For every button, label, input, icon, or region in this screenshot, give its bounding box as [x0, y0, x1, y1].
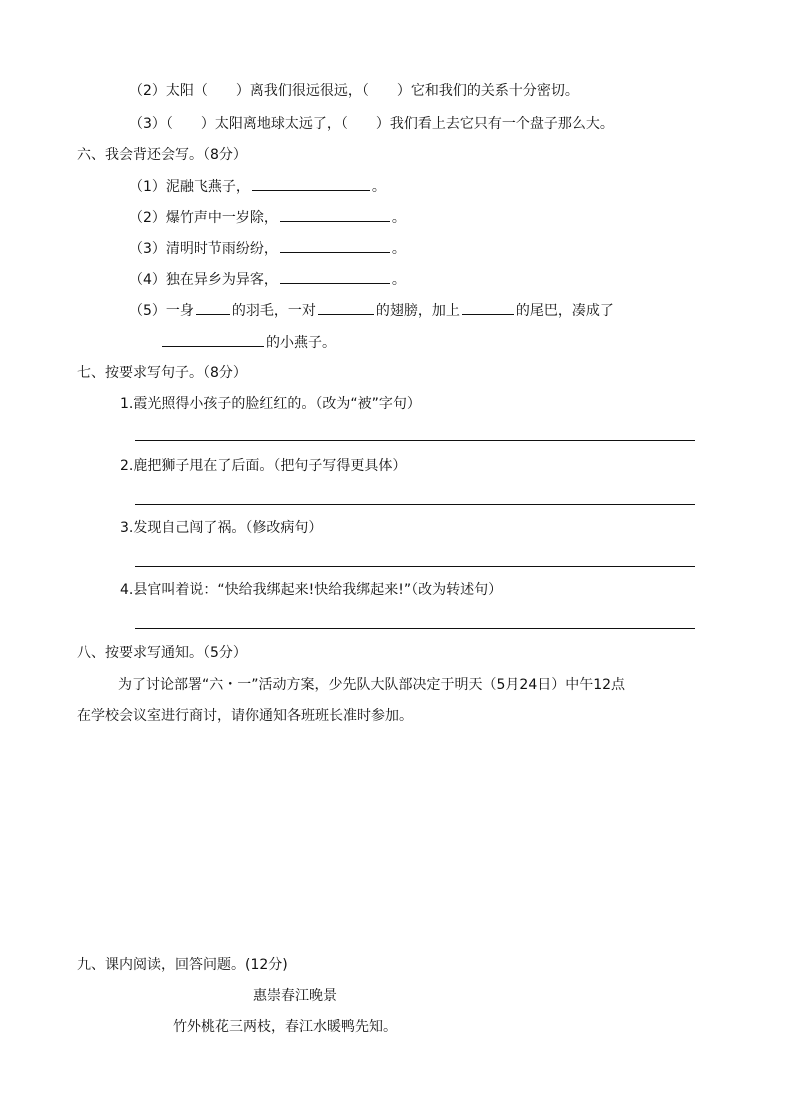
item-text: （2）爆竹声中一岁除，	[129, 210, 278, 226]
answer-line[interactable]	[135, 440, 695, 441]
item-text: 的尾巴，凑成了	[515, 303, 614, 319]
answer-blank[interactable]	[196, 300, 230, 315]
item-text: （4）独在异乡为异客，	[129, 272, 278, 288]
section9-heading: 九、课内阅读，回答问题。(12分)	[77, 957, 288, 973]
sentence-task-3: 3.发现自己闯了祸。（修改病句）	[120, 520, 323, 536]
item-text: ）我们看上去它只有一个盘子那么大。	[375, 116, 614, 132]
recite-item-5	[129, 300, 614, 321]
item-text: （3）（	[129, 116, 173, 132]
item-text: （2）太阳（	[129, 83, 208, 99]
answer-line[interactable]	[135, 504, 695, 505]
item-text: 的小燕子。	[266, 335, 336, 351]
sentence-task-2: 2.鹿把狮子甩在了后面。（把句子写得更具体）	[120, 458, 407, 474]
item-text: 。	[391, 241, 406, 257]
item-text: （5）一身	[129, 303, 194, 319]
recite-item-4	[129, 269, 406, 290]
section7-heading: 七、按要求写句子。（8分）	[77, 365, 247, 381]
item-text: ）离我们很远很远，（	[235, 83, 369, 99]
item-text: 。	[391, 272, 406, 288]
answer-blank[interactable]	[252, 176, 370, 191]
answer-line[interactable]	[135, 628, 695, 629]
sentence-task-4: 4.县官叫着说：“快给我绑起来!快给我绑起来!”（改为转述句）	[120, 582, 503, 598]
section5-item-2	[129, 81, 579, 101]
answer-blank[interactable]	[280, 269, 390, 284]
answer-blank[interactable]	[318, 300, 374, 315]
notice-prompt-line2: 在学校会议室进行商讨，请你通知各班班长准时参加。	[77, 708, 413, 724]
item-text: ）太阳离地球太远了，（	[200, 116, 348, 132]
recite-item-1	[129, 176, 386, 197]
item-text: 。	[391, 210, 406, 226]
notice-prompt-line1: 为了讨论部署“六・一”活动方案，少先队大队部决定于明天（5月24日）中午12点	[118, 677, 626, 693]
item-text: ）它和我们的关系十分密切。	[396, 83, 579, 99]
item-text: 的羽毛，一对	[231, 303, 316, 319]
poem-line-1: 竹外桃花三两枝，春江水暖鸭先知。	[173, 1019, 397, 1035]
answer-line[interactable]	[135, 566, 695, 567]
recite-item-3	[129, 238, 406, 259]
item-text: （1）泥融飞燕子，	[129, 179, 250, 195]
item-text: 。	[371, 179, 386, 195]
answer-blank[interactable]	[280, 238, 390, 253]
poem-title: 惠崇春江晚景	[253, 988, 337, 1004]
recite-item-5-cont	[162, 332, 336, 353]
section6-heading: 六、我会背还会写。（8分）	[77, 147, 247, 163]
item-text: 的翅膀，加上	[375, 303, 460, 319]
answer-blank[interactable]	[462, 300, 514, 315]
answer-blank[interactable]	[162, 332, 264, 347]
section8-heading: 八、按要求写通知。（5分）	[77, 645, 247, 661]
answer-blank[interactable]	[280, 207, 390, 222]
sentence-task-1: 1.霞光照得小孩子的脸红红的。（改为“被”字句）	[120, 396, 421, 412]
section5-item-3	[129, 114, 614, 134]
recite-item-2	[129, 207, 406, 228]
item-text: （3）清明时节雨纷纷，	[129, 241, 278, 257]
